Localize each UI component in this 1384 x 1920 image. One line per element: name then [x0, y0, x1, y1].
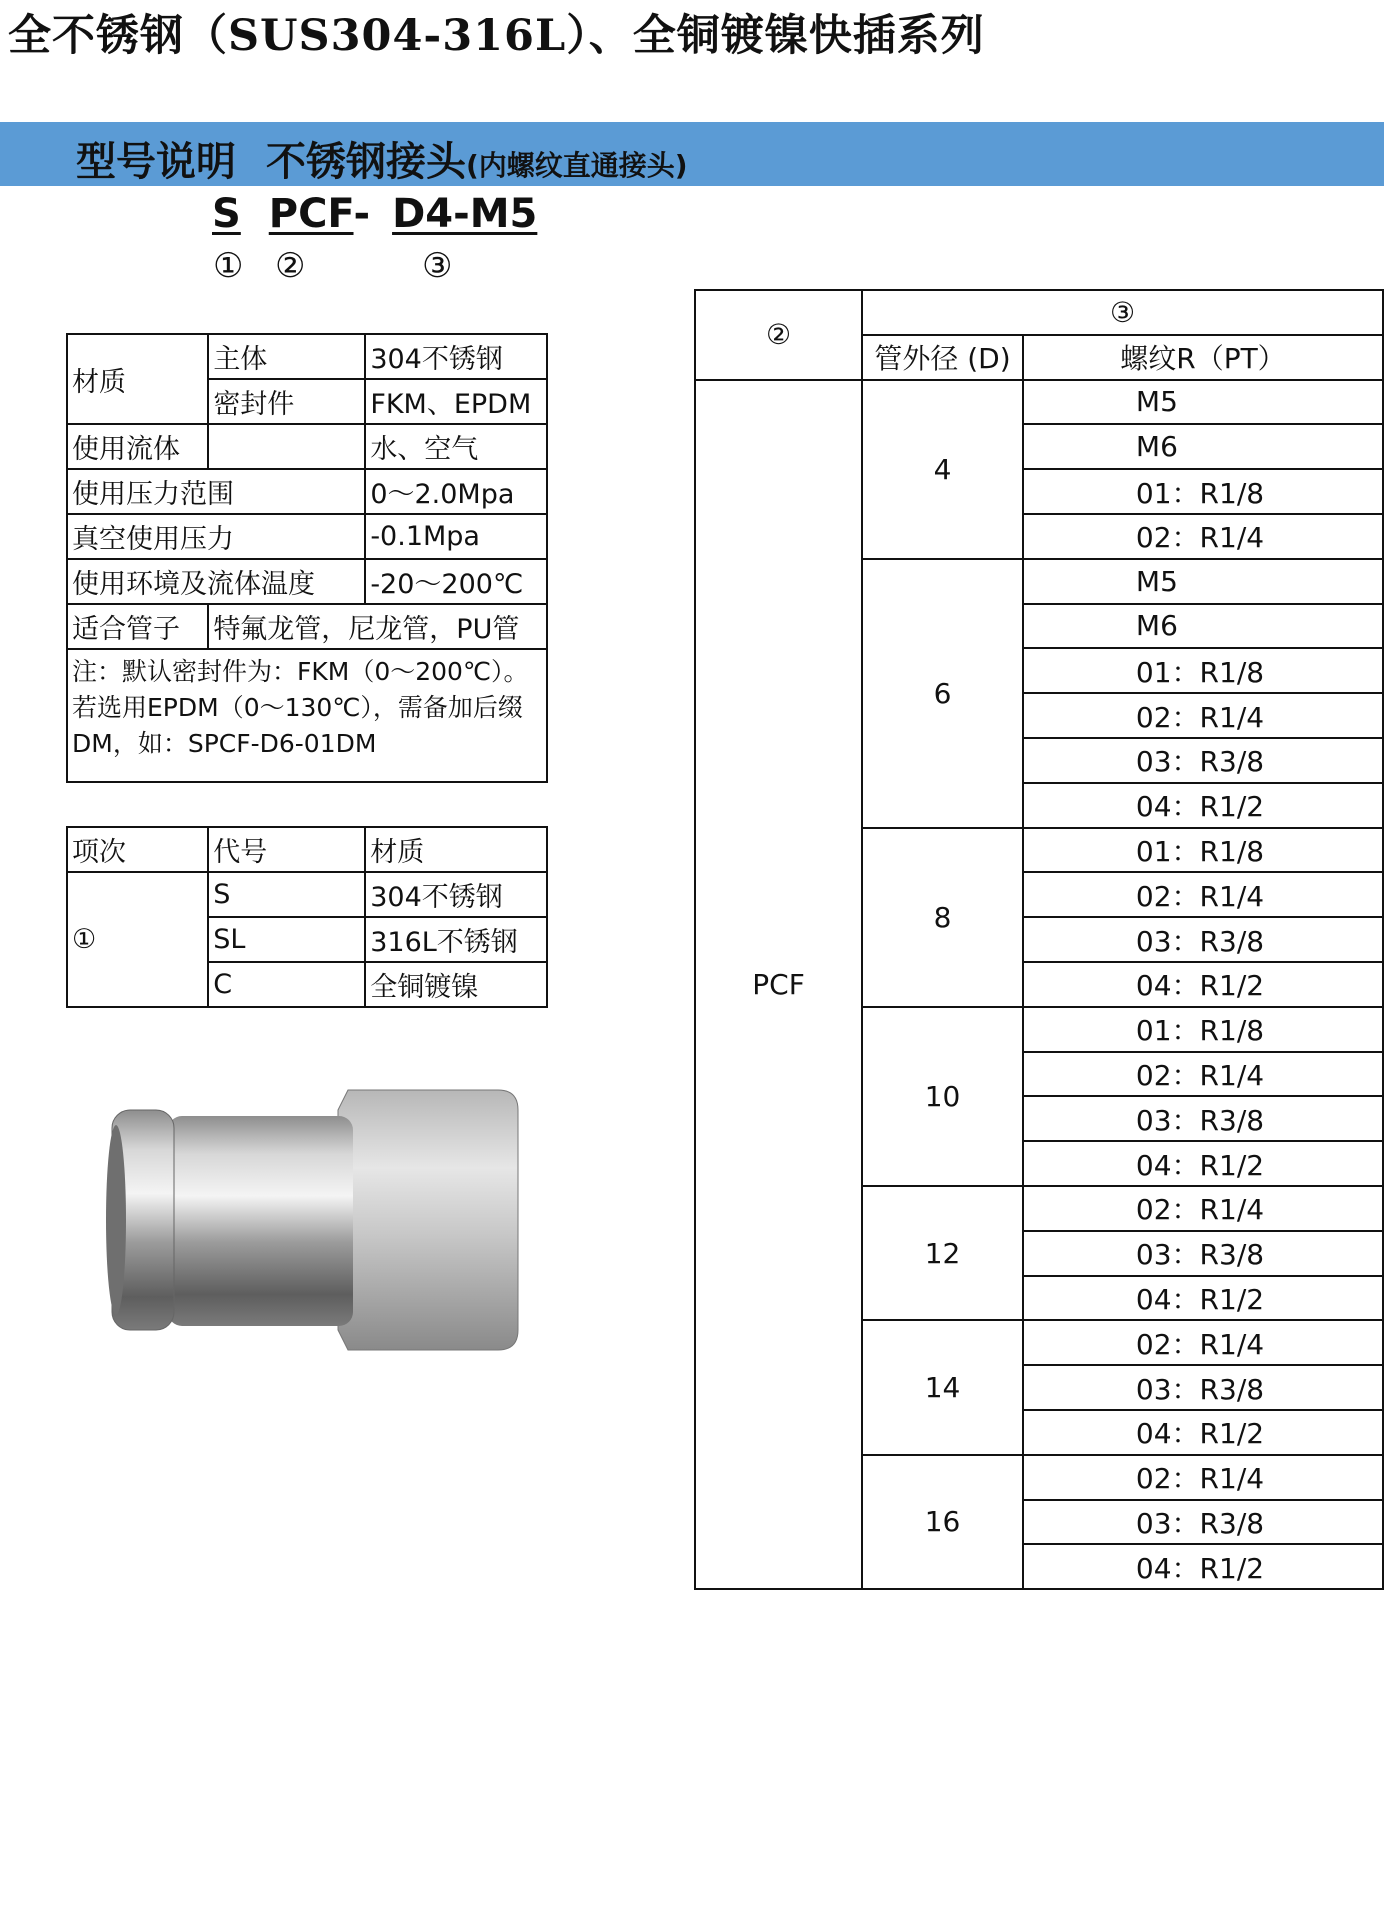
- od-cell: 10: [862, 1007, 1023, 1186]
- thread-cell: 02：R1/4: [1023, 872, 1383, 917]
- thread-header-cell: 螺纹R（PT）: [1023, 335, 1383, 380]
- fitting-sleeve: [168, 1116, 353, 1326]
- material-cell: 全铜镀镍: [365, 962, 547, 1007]
- thread-cell: 02：R1/4: [1023, 693, 1383, 738]
- banner-title: [76, 130, 688, 187]
- thread-cell: 01：R1/8: [1023, 828, 1383, 873]
- section-banner: [0, 122, 1384, 186]
- model-mark-3: ③: [422, 246, 453, 286]
- table-row: [67, 334, 547, 379]
- thread-cell: 04：R1/2: [1023, 783, 1383, 828]
- model-mark-1: ①: [213, 246, 244, 286]
- banner-subtitle-note: (内螺纹直通接头): [466, 149, 688, 182]
- title-cn-part2: ）、全铜镀镍快插系列: [566, 11, 985, 61]
- material-cell: 304不锈钢: [365, 872, 547, 917]
- series-cell: PCF: [695, 380, 862, 1590]
- model-code-seg2: PCF: [268, 191, 354, 237]
- thread-cell: M5: [1023, 380, 1383, 425]
- thread-cell: M6: [1023, 424, 1383, 469]
- thread-cell: 01：R1/8: [1023, 469, 1383, 514]
- thread-cell: 02：R1/4: [1023, 1186, 1383, 1231]
- thread-cell: 04：R1/2: [1023, 1141, 1383, 1186]
- od-cell: 16: [862, 1455, 1023, 1589]
- table-row: [67, 514, 547, 559]
- empty-cell: [208, 424, 365, 469]
- code-cell: SL: [208, 917, 365, 962]
- fitting-hex-body: [338, 1090, 518, 1350]
- seal-value-cell: FKM、EPDM: [365, 379, 547, 424]
- model-code: [212, 191, 537, 237]
- thread-cell: 02：R1/4: [1023, 1320, 1383, 1365]
- model-mark-2: ②: [275, 246, 306, 286]
- code-cell: S: [208, 872, 365, 917]
- table-row: [67, 604, 547, 649]
- code-cell: C: [208, 962, 365, 1007]
- material-code-table: [66, 826, 548, 1008]
- od-cell: 14: [862, 1320, 1023, 1454]
- od-cell: 6: [862, 559, 1023, 828]
- od-header-cell: 管外径 (D): [862, 335, 1023, 380]
- thread-cell: 03：R3/8: [1023, 738, 1383, 783]
- temp-label-cell: 使用环境及流体温度: [67, 559, 365, 604]
- fitting-collet-face: [106, 1125, 126, 1315]
- thread-cell: 04：R1/2: [1023, 1544, 1383, 1589]
- pressure-label-cell: 使用压力范围: [67, 469, 365, 514]
- material-label-cell: 材质: [67, 334, 208, 424]
- title-latin-part: SUS304-316L: [228, 11, 567, 61]
- table-row: [67, 872, 547, 917]
- table-header-row: [67, 827, 547, 872]
- thread-cell: 04：R1/2: [1023, 1410, 1383, 1455]
- body-value-cell: 304不锈钢: [365, 334, 547, 379]
- thread-cell: 03：R3/8: [1023, 1231, 1383, 1276]
- table-row: [67, 649, 547, 782]
- note-line: 若选用EPDM（0～130℃），需备加后缀: [72, 693, 523, 722]
- model-code-seg3: D4-M5: [392, 191, 538, 237]
- fluid-label-cell: 使用流体: [67, 424, 208, 469]
- fitting-photo: [98, 1080, 538, 1360]
- thread-cell: 01：R1/8: [1023, 648, 1383, 693]
- tube-label-cell: 适合管子: [67, 604, 208, 649]
- material-cell: 316L不锈钢: [365, 917, 547, 962]
- model-code-seg1: S: [212, 191, 241, 237]
- thread-cell: M5: [1023, 559, 1383, 604]
- table-row: [695, 380, 1383, 425]
- size-thread-table: [694, 289, 1384, 1590]
- od-cell: 4: [862, 380, 1023, 559]
- thread-cell: 04：R1/2: [1023, 962, 1383, 1007]
- banner-label: 型号说明: [76, 139, 236, 185]
- header-cell-item: 项次: [67, 827, 208, 872]
- model-code-sep: -: [353, 191, 371, 237]
- temp-value-cell: -20～200℃: [365, 559, 547, 604]
- note-cell: [67, 649, 547, 782]
- thread-cell: 01：R1/8: [1023, 1007, 1383, 1052]
- thread-cell: 03：R3/8: [1023, 1500, 1383, 1545]
- table-row: [67, 559, 547, 604]
- table-row: [67, 424, 547, 469]
- thread-cell: 02：R1/4: [1023, 1455, 1383, 1500]
- thread-cell: 03：R3/8: [1023, 1365, 1383, 1410]
- thread-cell: 02：R1/4: [1023, 1052, 1383, 1097]
- item-cell: ①: [67, 872, 208, 1007]
- vacuum-label-cell: 真空使用压力: [67, 514, 365, 559]
- table-header-row: [695, 290, 1383, 335]
- seal-label-cell: 密封件: [208, 379, 365, 424]
- spec-table: [66, 333, 548, 783]
- od-cell: 12: [862, 1186, 1023, 1320]
- thread-cell: 04：R1/2: [1023, 1276, 1383, 1321]
- col3-header-cell: ③: [862, 290, 1383, 335]
- thread-cell: 03：R3/8: [1023, 1096, 1383, 1141]
- thread-cell: 03：R3/8: [1023, 917, 1383, 962]
- od-cell: 8: [862, 828, 1023, 1007]
- header-cell-material: 材质: [365, 827, 547, 872]
- thread-cell: M6: [1023, 604, 1383, 649]
- vacuum-value-cell: -0.1Mpa: [365, 514, 547, 559]
- header-cell-code: 代号: [208, 827, 365, 872]
- body-label-cell: 主体: [208, 334, 365, 379]
- tube-value-cell: 特氟龙管，尼龙管，PU管: [208, 604, 547, 649]
- note-line: DM，如：SPCF-D6-01DM: [72, 729, 377, 758]
- col2-header-cell: ②: [695, 290, 862, 380]
- banner-subtitle: 不锈钢接头: [266, 139, 466, 185]
- page-title: [8, 2, 985, 63]
- thread-cell: 02：R1/4: [1023, 514, 1383, 559]
- title-cn-part1: 全不锈钢（: [8, 11, 228, 61]
- pressure-value-cell: 0～2.0Mpa: [365, 469, 547, 514]
- note-line: 注：默认密封件为：FKM（0～200℃）。: [72, 657, 529, 686]
- table-row: [67, 469, 547, 514]
- size-table-body: [695, 290, 1383, 1589]
- fluid-value-cell: 水、空气: [365, 424, 547, 469]
